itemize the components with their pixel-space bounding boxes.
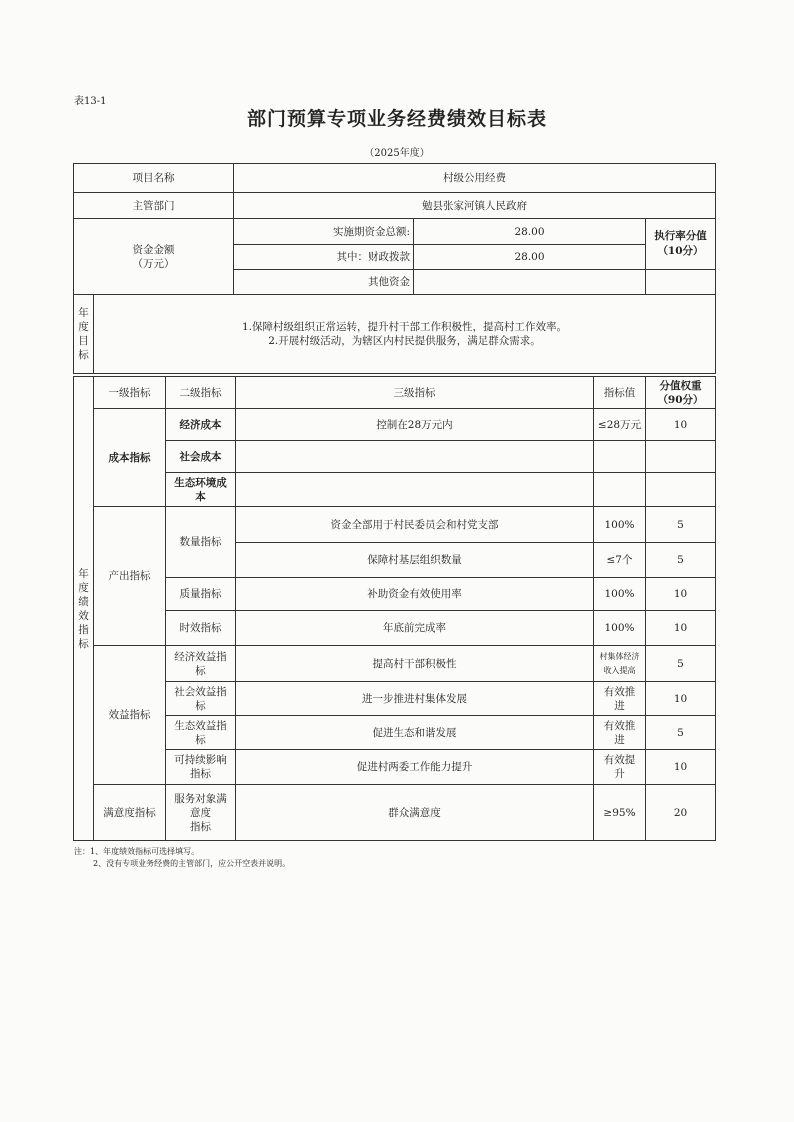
exec-rate-label: 执行率分值 （10分）	[646, 219, 716, 270]
table-row-value: 100%	[594, 611, 646, 646]
goal-line: 1.保障村级组织正常运转，提升村干部工作积极性，提高村工作效率。	[241, 321, 568, 333]
table-row-level3: 控制在28万元内	[236, 409, 594, 441]
table-row-value: ≤7个	[594, 543, 646, 578]
table-row-value: ≥95%	[594, 785, 646, 841]
table-row-weight: 5	[646, 716, 716, 750]
table-row-level3: 进一步推进村集体发展	[236, 682, 594, 716]
table-row-level2: 质量指标	[166, 578, 236, 611]
satisfaction-indicator-label: 满意度指标	[94, 785, 166, 841]
table-row-level2: 服务对象满 意度 指标	[166, 785, 236, 841]
table-row-level3: 促进生态和谐发展	[236, 716, 594, 750]
table-row-level2: 生态效益指 标	[166, 716, 236, 750]
table-row-level3: 保障村基层组织数量	[236, 543, 594, 578]
funds-label: 资金金额 （万元）	[74, 219, 234, 295]
annual-goals-content	[94, 295, 716, 374]
dept-label: 主管部门	[74, 193, 234, 219]
table-row-weight: 10	[646, 611, 716, 646]
footnotes	[74, 846, 290, 870]
table-row-level3: 群众满意度	[236, 785, 594, 841]
quantity-indicator-label: 数量指标	[166, 507, 236, 578]
table-row-weight: 10	[646, 409, 716, 441]
other-funds-value	[414, 270, 646, 295]
table-row-value: 有效推 进	[594, 682, 646, 716]
indicators-side-label: 年 度 绩 效 指 标	[74, 377, 94, 841]
project-name-label: 项目名称	[74, 164, 234, 193]
header-value: 指标值	[594, 377, 646, 409]
year-label: （2025年度）	[364, 148, 430, 159]
table-row-value	[594, 473, 646, 507]
table-row-level2: 经济成本	[166, 409, 236, 441]
table-row-level3: 年底前完成率	[236, 611, 594, 646]
table-row-level3: 补助资金有效使用率	[236, 578, 594, 611]
indicator-table	[73, 376, 716, 841]
footnote: 注：1、年度绩效指标可选择填写。	[74, 847, 200, 856]
benefit-indicator-label: 效益指标	[94, 646, 166, 785]
total-funds-value: 28.00	[414, 219, 646, 245]
table-row-level2: 生态环境成 本	[166, 473, 236, 507]
annual-goals-label: 年 度 目 标	[74, 295, 94, 374]
table-row-level2: 社会效益指 标	[166, 682, 236, 716]
dept-value: 勉县张家河镇人民政府	[234, 193, 716, 219]
table-row-value: ≤28万元	[594, 409, 646, 441]
fiscal-funds-value: 28.00	[414, 245, 646, 270]
goal-line: 2.开展村级活动，为辖区内村民提供服务，满足群众需求。	[268, 335, 541, 347]
table-row-level3: 促进村两委工作能力提升	[236, 750, 594, 785]
table-row-value	[594, 441, 646, 473]
page-title: 部门预算专项业务经费绩效目标表	[246, 108, 547, 130]
table-row-weight: 5	[646, 646, 716, 682]
form-code: 表13-1	[74, 96, 107, 107]
table-row-weight: 10	[646, 682, 716, 716]
table-row-level2: 经济效益指 标	[166, 646, 236, 682]
cost-indicator-label: 成本指标	[94, 409, 166, 507]
table-row-weight	[646, 441, 716, 473]
total-funds-label: 实施期资金总额:	[234, 219, 414, 245]
table-row-level2: 时效指标	[166, 611, 236, 646]
table-row-level3	[236, 473, 594, 507]
table-row-level2: 可持续影响 指标	[166, 750, 236, 785]
footnote: 2、没有专项业务经费的主管部门，应公开空表并说明。	[93, 859, 291, 868]
fiscal-funds-label: 其中：财政拨款	[234, 245, 414, 270]
header-level2: 二级指标	[166, 377, 236, 409]
table-row-value: 有效提 升	[594, 750, 646, 785]
table-row-level3: 提高村干部积极性	[236, 646, 594, 682]
table-row-level2: 社会成本	[166, 441, 236, 473]
output-indicator-label: 产出指标	[94, 507, 166, 646]
basic-info-table	[73, 163, 716, 374]
header-level1: 一级指标	[94, 377, 166, 409]
table-row-value: 有效推 进	[594, 716, 646, 750]
table-row-value: 村集体经济 收入提高	[594, 646, 646, 682]
header-level3: 三级指标	[236, 377, 594, 409]
table-row-weight: 20	[646, 785, 716, 841]
header-weight: 分值权重 （90分）	[646, 377, 716, 409]
table-row-value: 100%	[594, 507, 646, 543]
table-row-level3: 资金全部用于村民委员会和村党支部	[236, 507, 594, 543]
table-row-weight	[646, 473, 716, 507]
table-row-weight: 5	[646, 507, 716, 543]
table-row-weight: 10	[646, 750, 716, 785]
table-row-weight: 10	[646, 578, 716, 611]
table-row-weight: 5	[646, 543, 716, 578]
table-row-level3	[236, 441, 594, 473]
other-funds-label: 其他资金	[234, 270, 414, 295]
project-name-value: 村级公用经费	[234, 164, 716, 193]
table-row-value: 100%	[594, 578, 646, 611]
exec-rate-value	[646, 270, 716, 295]
